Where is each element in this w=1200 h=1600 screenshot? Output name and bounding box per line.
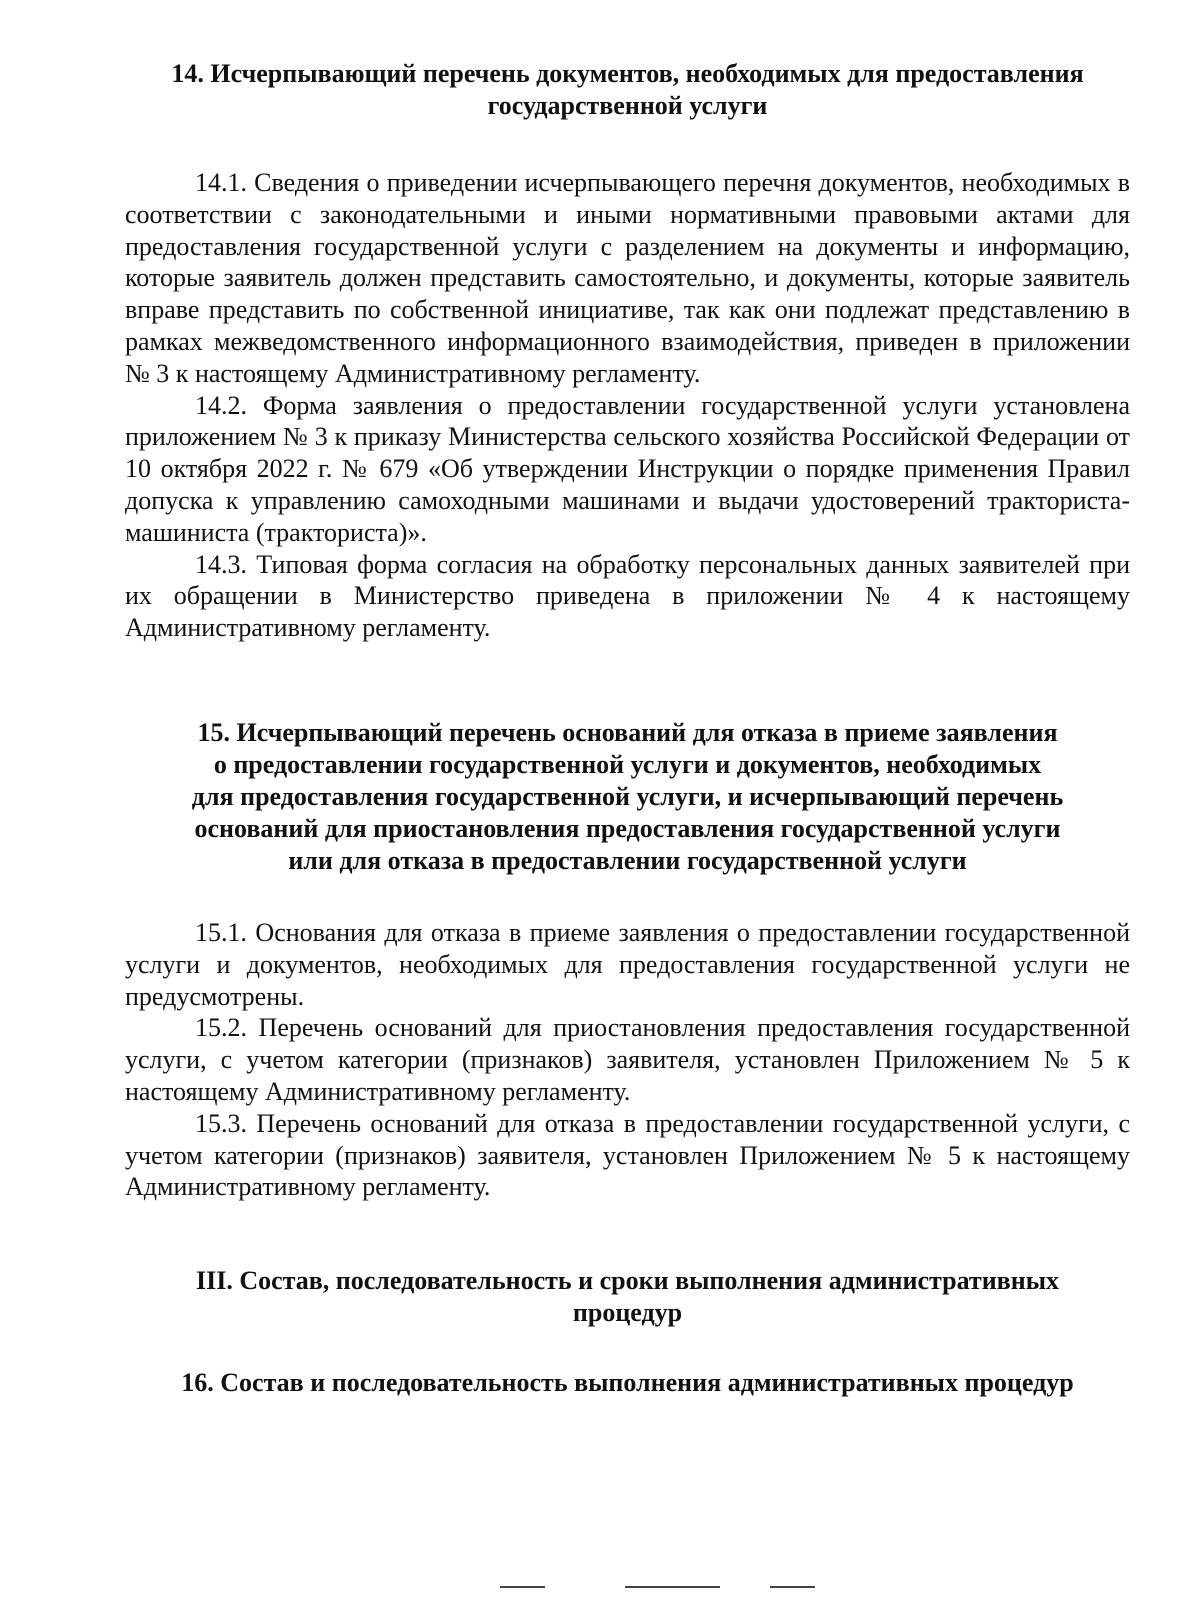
section-15-heading-line: 15. Исчерпывающий перечень оснований для отказа в приеме заявления (197, 717, 1058, 747)
paragraph-14-2: 14.2. Форма заявления о предоставлении государственной услуги установлена приложением № 3 к приказу Министерства сельского хозяйства Российской Федерации от 10 октября 2022 г. № 679 «Об утверждении Инструкции о порядке применения Правил допуска к управлению самоходными машинами и выдачи удостоверений тракториста-машиниста (тракториста)». (125, 390, 1130, 547)
section-3-heading (125, 1265, 1130, 1329)
paragraph-15-1: 15.1. Основания для отказа в приеме заявления о предоставлении государственной услуги и документов, необходимых для предоставления государственной услуги не предусмотрены. (125, 917, 1130, 1011)
section-15-heading (125, 717, 1130, 877)
section-15-heading-line: или для отказа в предоставлении государственной услуги (288, 845, 967, 875)
section-3-heading-line: III. Состав, последовательность и сроки выполнения административных (195, 1266, 1059, 1296)
section-14-heading (125, 58, 1130, 122)
paragraph-15-2: 15.2. Перечень оснований для приостановления предоставления государственной услуги, с учетом категории (признаков) заявителя, установлен Приложением № 5 к настоящему Административному регламенту. (125, 1013, 1130, 1106)
section-3-heading-line: процедур (572, 1298, 683, 1328)
section-16-heading (125, 1367, 1130, 1399)
section-14-heading-line: 14. Исчерпывающий перечень документов, необходимых для предоставления (171, 59, 1084, 88)
paragraph-14-1: 14.1. Сведения о приведении исчерпывающего перечня документов, необходимых в соответствии с законодательными и иными нормативными правовыми актами для предоставления государственной услуги с разделением на документы и информацию, которые заявитель должен представить самостоятельно, и документы, которые заявитель вправе представить по собственной инициативе, так как они подлежат представлению в рамках межведомственного информационного взаимодействия, приведен в приложении № 3 к настоящему Административному регламенту. (125, 168, 1130, 388)
section-14-heading-line: государственной услуги (487, 91, 768, 120)
section-15-heading-line: оснований для приостановления предоставления государственной услуги (194, 813, 1061, 843)
section-15-heading-line: для предоставления государственной услуги, и исчерпывающий перечень (191, 781, 1064, 811)
section-16-heading-line: 16. Состав и последовательность выполнения административных процедур (181, 1368, 1074, 1398)
document-page (125, 58, 1130, 1399)
paragraph-15-3: 15.3. Перечень оснований для отказа в предоставлении государственной услуги, с учетом категории (признаков) заявителя, установлен Приложением № 5 к настоящему Административному регламенту. (125, 1108, 1130, 1202)
scan-artifact-marks (480, 1586, 840, 1592)
paragraph-14-3: 14.3. Типовая форма согласия на обработку персональных данных заявителей при их обращении в Министерство приведена в приложении № 4 к настоящему Административному регламенту. (125, 549, 1130, 643)
section-15-heading-line: о предоставлении государственной услуги и документов, необходимых (213, 749, 1042, 779)
